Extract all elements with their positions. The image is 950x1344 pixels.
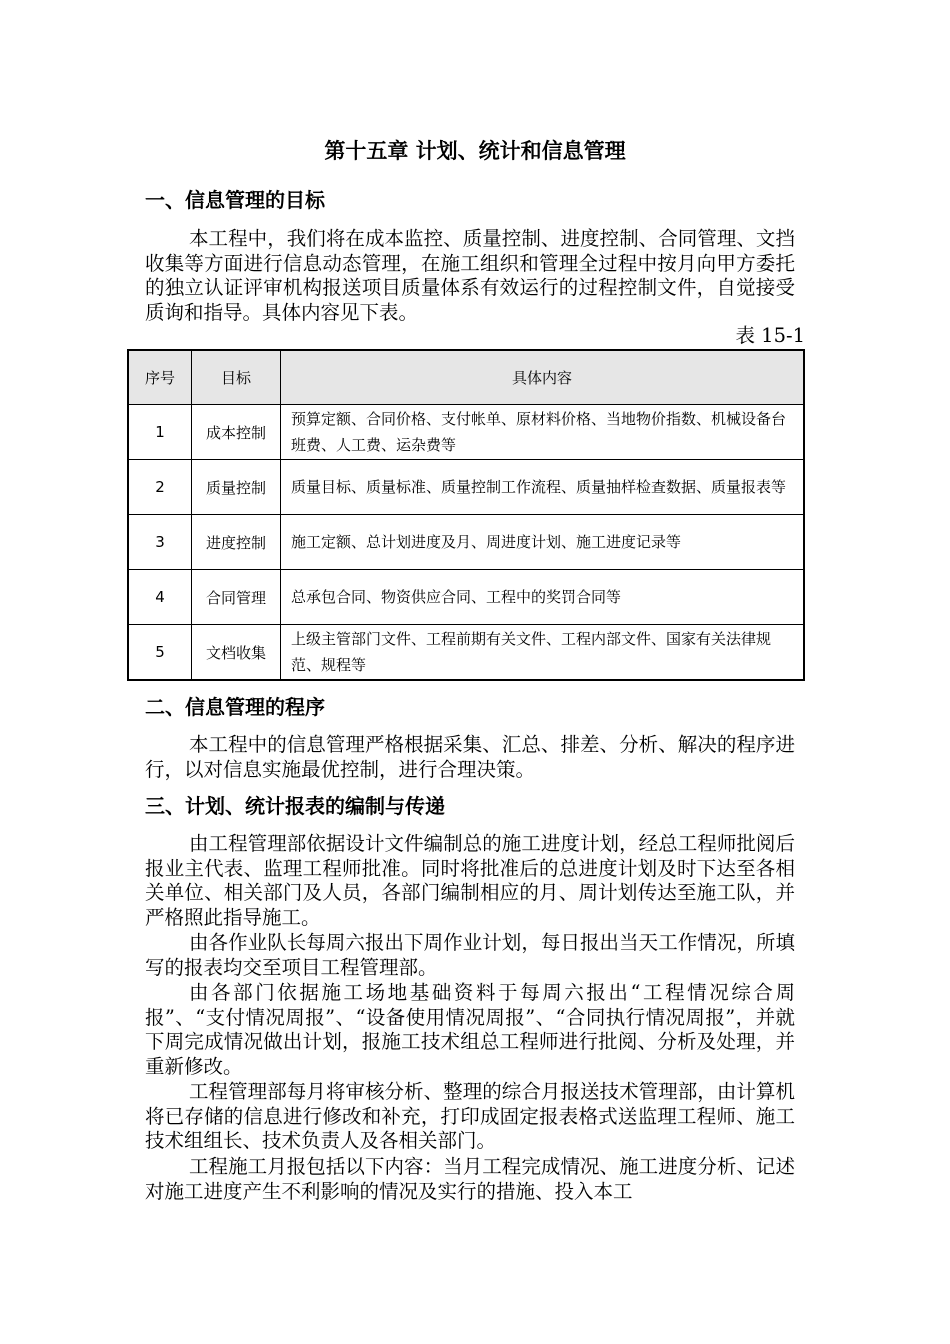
paragraph-reports-5: 工程施工月报包括以下内容：当月工程完成情况、施工进度分析、记述对施工进度产生不利影响的情况及实行的措施、投入本工 [145, 1155, 795, 1203]
header-index: 序号 [128, 350, 192, 405]
paragraph-reports-3: 由各部门依据施工场地基础资料于每周六报出“工程情况综合周报”、“支付情况周报”、“设备使用情况周报”、“合同执行情况周报”，并就下周完成情况做出计划，报施工技术组总工程师进行批阅、分析及处理，并重新修改。 [145, 981, 795, 1078]
cell-detail: 预算定额、合同价格、支付帐单、原材料价格、当地物价指数、机械设备台班费、人工费、运杂费等 [281, 405, 805, 460]
table-header-row [128, 350, 804, 405]
cell-index: 4 [128, 570, 192, 625]
cell-goal: 质量控制 [192, 460, 281, 515]
paragraph-reports-4: 工程管理部每月将审核分析、整理的综合月报送技术管理部，由计算机将已存储的信息进行修改和补充，打印成固定报表格式送监理工程师、施工技术组组长、技术负责人及各相关部门。 [145, 1080, 795, 1153]
section-heading-procedure: 二、信息管理的程序 [145, 695, 325, 719]
table-row [128, 515, 804, 570]
cell-detail: 质量目标、质量标准、质量控制工作流程、质量抽样检查数据、质量报表等 [281, 460, 805, 515]
cell-detail: 总承包合同、物资供应合同、工程中的奖罚合同等 [281, 570, 805, 625]
header-detail: 具体内容 [281, 350, 805, 405]
paragraph-reports-2: 由各作业队长每周六报出下周作业计划，每日报出当天工作情况，所填写的报表均交至项目工程管理部。 [145, 931, 795, 979]
cell-detail: 施工定额、总计划进度及月、周进度计划、施工进度记录等 [281, 515, 805, 570]
table-row [128, 460, 804, 515]
cell-goal: 成本控制 [192, 405, 281, 460]
header-goal: 目标 [192, 350, 281, 405]
table-caption: 表 15-1 [735, 324, 805, 347]
table-row [128, 625, 804, 681]
paragraph-procedure: 本工程中的信息管理严格根据采集、汇总、排差、分析、解决的程序进行，以对信息实施最优控制，进行合理决策。 [145, 733, 795, 781]
table-row [128, 405, 804, 460]
cell-index: 5 [128, 625, 192, 681]
cell-goal: 合同管理 [192, 570, 281, 625]
cell-index: 3 [128, 515, 192, 570]
cell-index: 2 [128, 460, 192, 515]
section-heading-goals: 一、信息管理的目标 [145, 188, 325, 212]
cell-index: 1 [128, 405, 192, 460]
goals-table [127, 349, 805, 681]
paragraph-goals: 本工程中，我们将在成本监控、质量控制、进度控制、合同管理、文挡收集等方面进行信息动态管理，在施工组织和管理全过程中按月向甲方委托的独立认证评审机构报送项目质量体系有效运行的过程控制文件，自觉接受质询和指导。具体内容见下表。 [145, 227, 795, 324]
paragraph-reports-1: 由工程管理部依据设计文件编制总的施工进度计划，经总工程师批阅后报业主代表、监理工程师批准。同时将批准后的总进度计划及时下达至各相关单位、相关部门及人员，各部门编制相应的月、周计划传达至施工队，并严格照此指导施工。 [145, 832, 795, 929]
table-row [128, 570, 804, 625]
cell-goal: 进度控制 [192, 515, 281, 570]
cell-goal: 文档收集 [192, 625, 281, 681]
section-heading-reports: 三、计划、统计报表的编制与传递 [145, 794, 445, 818]
cell-detail: 上级主管部门文件、工程前期有关文件、工程内部文件、国家有关法律规范、规程等 [281, 625, 805, 681]
chapter-title: 第十五章 计划、统计和信息管理 [324, 138, 626, 163]
